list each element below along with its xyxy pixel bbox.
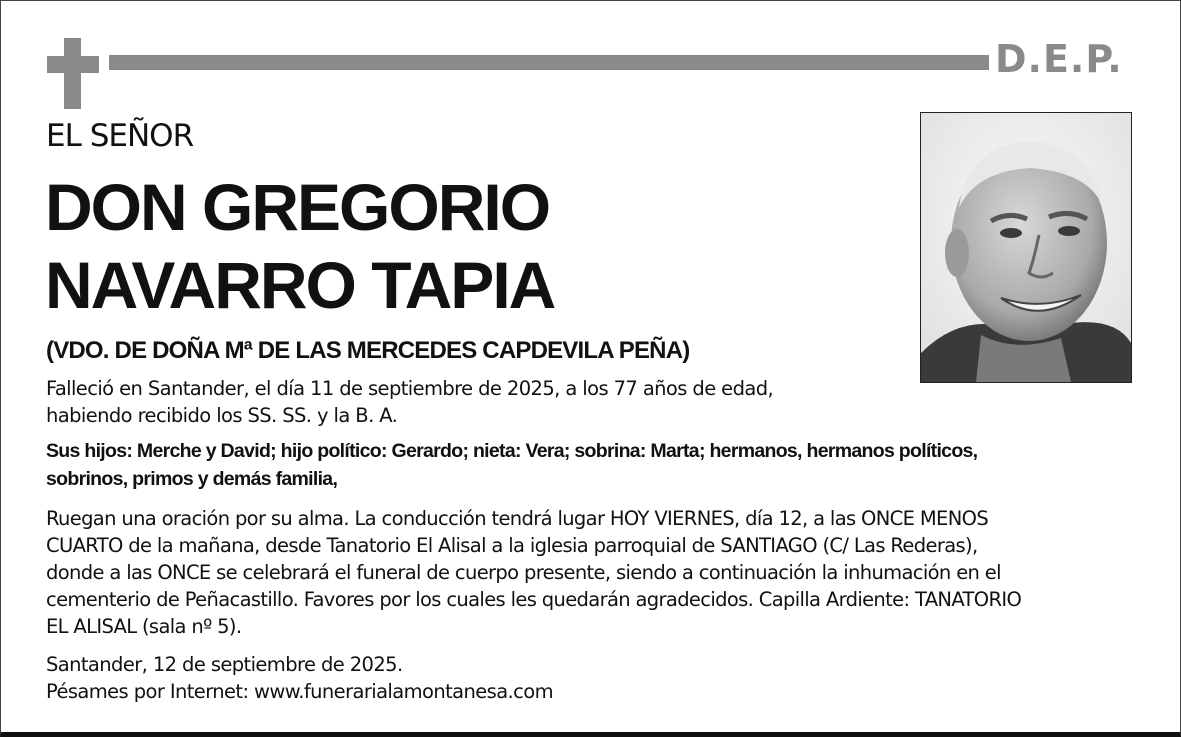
title-prefix: EL SEÑOR (46, 118, 194, 154)
place-date: Santander, 12 de septiembre de 2025. (46, 653, 403, 676)
death-paragraph (46, 375, 846, 429)
service-line-5: EL ALISAL (sala nº 5). (46, 615, 242, 638)
service-line-4: cementerio de Peñacastillo. Favores por los cuales les quedarán agradecidos. Capilla Ardiente: TANATORIO (46, 588, 1022, 611)
condolences-link[interactable]: Pésames por Internet: www.funerarialamontanesa.com (46, 680, 553, 703)
service-line-1: Ruegan una oración por su alma. La conducción tendrá lugar HOY VIERNES, día 12, a las ONCE MENOS (46, 507, 989, 530)
family-line-1: Sus hijos: Merche y David; hijo político: Gerardo; nieta: Vera; sobrina: Marta; hermanos, hermanos políticos, (46, 440, 978, 462)
dep-label: D.E.P. (995, 37, 1123, 81)
name-line-1: DON GREGORIO (45, 170, 550, 244)
death-line-1: Falleció en Santander, el día 11 de septiembre de 2025, a los 77 años de edad, (46, 377, 774, 400)
service-line-3: donde a las ONCE se celebrará el funeral de cuerpo presente, siendo a continuación la inhumación en el (46, 561, 1001, 584)
family-paragraph (46, 437, 1126, 493)
deceased-name (45, 168, 554, 324)
footer-paragraph (46, 651, 846, 705)
death-line-2: habiendo recibido los SS. SS. y la B. A. (46, 404, 398, 427)
cross-icon (47, 38, 99, 109)
name-line-2: NAVARRO TAPIA (45, 248, 555, 322)
portrait-photo (920, 112, 1132, 383)
header-rule (109, 55, 989, 70)
family-line-2: sobrinos, primos y demás familia, (46, 468, 338, 490)
widow-line: (VDO. DE DOÑA Mª DE LAS MERCEDES CAPDEVILA PEÑA) (46, 337, 690, 364)
service-paragraph (46, 505, 1136, 640)
service-line-2: CUARTO de la mañana, desde Tanatorio El Alisal a la iglesia parroquial de SANTIAGO (C/ Las Rederas), (46, 534, 978, 557)
